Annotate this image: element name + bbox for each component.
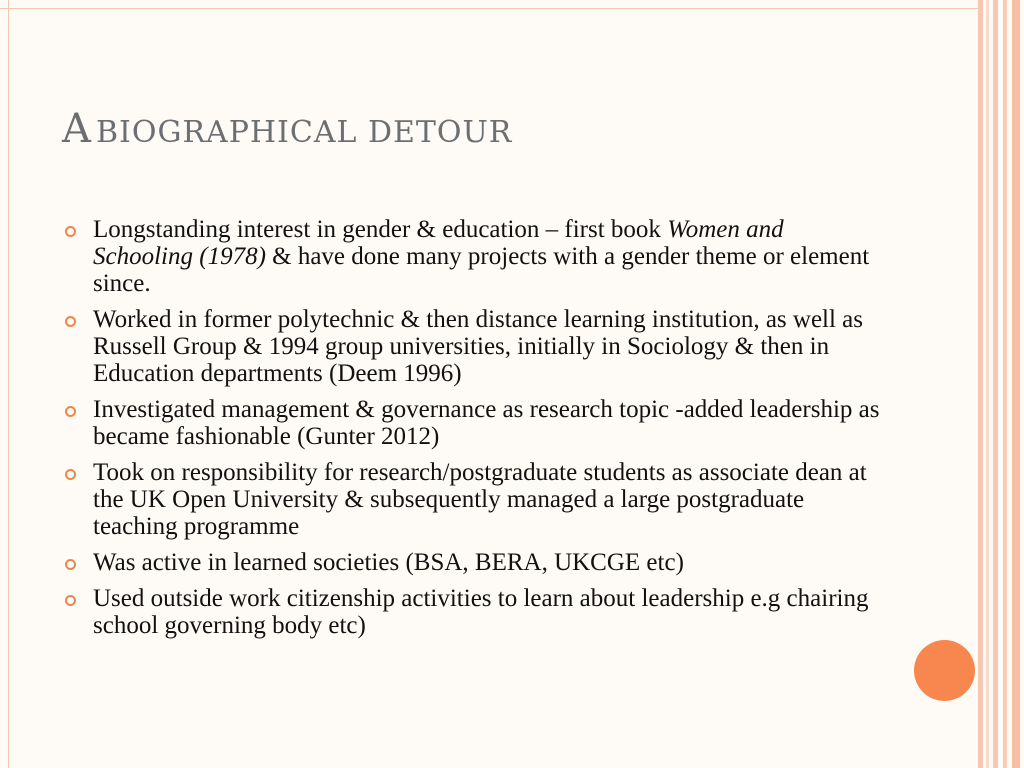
decor-circle [914,640,975,701]
decor-stripe [986,0,989,768]
book-title: Women and Schooling (1978) [93,216,784,270]
bullet-text: Worked in former polytechnic & then distance learning institution, as well as Russell Group & 1994 group universities, initially in Sociology & then in Education departments (Deem 1996) [93,306,864,387]
bullet-item [60,396,880,450]
decor-stripe [1003,0,1007,768]
bullet-item [60,585,880,639]
frame-line-top [0,8,980,9]
bullet-text: Was active in learned societies (BSA, BERA, UKCGE etc) [93,549,684,576]
bullet-item [60,549,880,576]
bullet-circle-icon [65,595,76,606]
bullet-list [60,216,880,648]
bullet-text: Used outside work citizenship activities to learn about leadership e.g chairing school governing body etc) [93,585,869,639]
bullet-circle-icon [65,469,76,480]
bullet-text: Investigated management & governance as research topic -added leadership as became fashionable (Gunter 2012) [93,396,880,450]
decor-stripe [993,0,998,768]
bullet-text: Longstanding interest in gender & education – first book [93,216,668,243]
decor-stripe [1012,0,1020,768]
bullet-circle-icon [65,316,76,327]
bullet-text: & have done many projects with a gender theme or element since. [93,243,870,297]
bullet-circle-icon [65,559,76,570]
frame-line-left [8,0,9,768]
bullet-text: Took on responsibility for research/postgraduate students as associate dean at the UK Open University & subsequently managed a large postgraduate teaching programme [93,459,867,540]
bullet-circle-icon [65,226,76,237]
slide-title [62,106,512,152]
title-first-letter: A [62,106,91,152]
decor-stripe [978,0,983,768]
bullet-item [60,306,880,387]
bullet-item [60,459,880,540]
bullet-item [60,216,880,297]
bullet-circle-icon [65,406,76,417]
title-rest: BIOGRAPHICAL DETOUR [95,115,513,150]
